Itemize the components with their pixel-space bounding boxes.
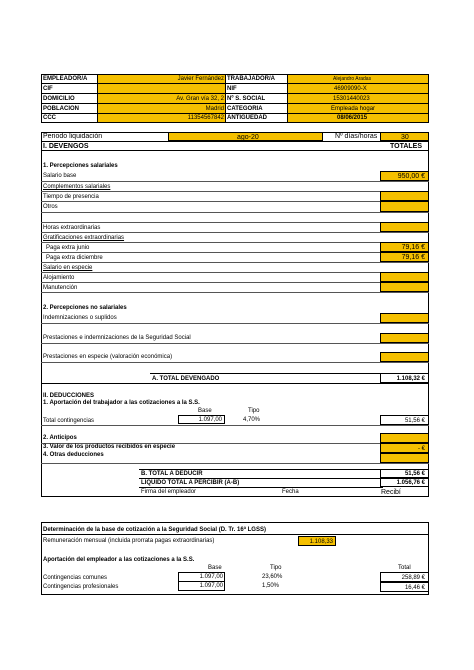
- paga-junio-label: Paga extra junio: [46, 245, 90, 251]
- ccc-label: CCC: [43, 115, 56, 121]
- employer-header: [41, 74, 429, 123]
- dias-value: 30: [401, 134, 409, 141]
- antiguedad-label: ANTIGÜEDAD: [227, 115, 267, 121]
- aportacion-empleador-heading: Aportación del empleador a las cotizaciones a la S.S.: [43, 557, 195, 563]
- nif-value: 46909090-X: [334, 86, 367, 92]
- percepciones-no-salariales-heading: 2. Percepciones no salariales: [43, 305, 127, 311]
- periodo-label: Periodo liquidación: [43, 133, 103, 140]
- total-devengado-cell: [380, 373, 429, 383]
- devengos-title: I. DEVENGOS: [43, 143, 89, 150]
- liquido-total-label: LIQUIDO TOTAL A PERCIBIR (A-B): [141, 480, 240, 486]
- otras-deducciones-label: 4. Otras deducciones: [43, 452, 104, 458]
- indemnizaciones-cell: [380, 313, 429, 323]
- empleador-tipo-header: Tipo: [270, 565, 282, 571]
- liquido-total-value: 1.056,76 €: [396, 480, 425, 486]
- anticipos-cell: [380, 433, 429, 443]
- paga-junio-value: 79,16 €: [401, 244, 425, 251]
- prestaciones-ss-cell: [380, 333, 429, 343]
- valor-productos-cell: [380, 443, 429, 453]
- categoria-value: Empleada hogar: [331, 106, 376, 112]
- empleador-value: Javier Fernández: [177, 76, 224, 82]
- trabajador-label: TRABAJADOR/A: [227, 76, 275, 82]
- remuneracion-cell: [298, 536, 336, 546]
- valor-productos-value: - €: [417, 446, 425, 452]
- salario-base-value: 950,00 €: [397, 173, 425, 180]
- gratificaciones-label: Gratificaciones extraordinarias: [43, 235, 125, 241]
- total-deducir-label: B. TOTAL A DEDUCIR: [141, 471, 203, 477]
- base-cotizacion-title: Determinación de la base de cotización a la Seguridad Social (D. Tr. 16ª LGSS): [43, 527, 266, 533]
- domicilio-label: DOMICILIO: [43, 96, 75, 102]
- salario-base-cell: [380, 171, 429, 181]
- horas-extra-label: Horas extraordinarias: [43, 225, 101, 231]
- tiempo-presencia-cell: [380, 191, 429, 201]
- fecha-label: Fecha: [282, 489, 299, 495]
- nss-label: Nº S. SOCIAL: [227, 96, 266, 102]
- periodo-field: [168, 132, 323, 141]
- categoria-label: CATEGORIA: [227, 106, 263, 112]
- percepciones-salariales-heading: 1. Percepciones salariales: [43, 163, 118, 169]
- total-deducir-cell: [380, 469, 429, 478]
- manutencion-cell: [380, 282, 429, 292]
- aportacion-trabajador-heading: 1. Aportación del trabajador a las cotizaciones a la S.S.: [43, 400, 200, 406]
- complementos-label: Complementos salariales: [43, 184, 111, 190]
- antiguedad-value: 08/06/2015: [337, 115, 368, 121]
- contingencias-base-value: 1.097,00: [198, 417, 222, 423]
- comunes-total-cell: [380, 572, 429, 582]
- domicilio-value: Av. Gran vía 32, 2: [176, 96, 224, 102]
- dias-field: [380, 132, 429, 141]
- salario-especie-label: Salario en especie: [43, 265, 93, 271]
- contingencias-total-cell: [380, 415, 429, 425]
- alojamiento-label: Alojamiento: [43, 275, 75, 281]
- comunes-tipo-value: 23,60%: [262, 574, 283, 580]
- manutencion-label: Manutención: [43, 285, 78, 291]
- comunes-base-value: 1.097,00: [199, 574, 223, 580]
- totales-label: TOTALES: [390, 143, 423, 150]
- horas-extra-cell: [380, 222, 429, 232]
- firma-empleador-label: Firma del empleador: [141, 489, 197, 495]
- valor-productos-label: 3. Valor de los productos recibidos en especie: [43, 444, 176, 450]
- profesionales-tipo-value: 1,50%: [262, 583, 280, 589]
- total-deducir-value: 51,56 €: [404, 471, 425, 477]
- paga-diciembre-value: 79,16 €: [401, 254, 425, 261]
- salario-base-label: Salario base: [43, 173, 77, 179]
- trabajador-value: Alejandro Aradas: [333, 76, 372, 82]
- total-devengado-label: A. TOTAL DEVENGADO: [152, 376, 220, 382]
- contingencias-tipo-value: 4,70%: [243, 417, 261, 423]
- total-devengado-value: 1.108,32 €: [396, 376, 425, 382]
- remuneracion-value: 1.108,33: [309, 539, 333, 545]
- periodo-value: ago-20: [237, 134, 259, 141]
- anticipos-label: 2. Anticipos: [43, 435, 77, 441]
- comunes-total-value: 258,89 €: [401, 575, 425, 581]
- liquido-total-cell: [380, 478, 429, 487]
- deducciones-title: II. DEDUCCIONES: [43, 393, 95, 399]
- otros-cell: [380, 201, 429, 212]
- dias-label: Nº días/horas: [335, 133, 378, 140]
- poblacion-label: POBLACION: [43, 106, 79, 112]
- contingencias-profesionales-label: Contingencias profesionales: [43, 584, 119, 590]
- tipo-column-header: Tipo: [248, 408, 260, 414]
- nif-label: NIF: [227, 86, 237, 92]
- prestaciones-ss-label: Prestaciones e indemnizaciones de la Seguridad Social: [43, 335, 191, 341]
- empleador-base-header: Base: [208, 565, 222, 571]
- recibi-label: Recibí: [381, 489, 401, 496]
- contingencias-total-value: 51,56 €: [404, 418, 425, 424]
- empleador-label: EMPLEADOR/A: [43, 76, 88, 82]
- poblacion-value: Madrid: [205, 106, 224, 112]
- paga-diciembre-cell: [380, 252, 429, 262]
- total-contingencias-label: Total contingencias: [43, 418, 95, 424]
- indemnizaciones-label: Indemnizaciones o suplidos: [43, 315, 117, 321]
- alojamiento-cell: [380, 272, 429, 282]
- base-column-header: Base: [198, 408, 212, 414]
- nss-value: 15301440023: [333, 96, 370, 102]
- deduccion-base-cell: [178, 415, 225, 424]
- otros-label: Otros: [43, 204, 58, 210]
- empleador-total-header: Total: [398, 565, 411, 571]
- remuneracion-label: Remuneración mensual (incluida prorrata pagas extraordinarias): [43, 538, 215, 544]
- prestaciones-especie-label: Prestaciones en especie (valoración económica): [43, 354, 173, 360]
- profesionales-total-cell: [380, 582, 429, 592]
- profesionales-total-value: 16,46 €: [404, 585, 425, 591]
- otras-deducciones-cell: [380, 453, 429, 463]
- paga-junio-cell: [380, 242, 429, 252]
- paga-diciembre-label: Paga extra diciembre: [46, 255, 103, 261]
- contingencias-comunes-label: Contingencias comunes: [43, 575, 108, 581]
- prestaciones-especie-cell: [380, 352, 429, 362]
- profesionales-base-value: 1.097,00: [199, 583, 223, 589]
- cif-label: CIF: [43, 86, 53, 92]
- tiempo-presencia-label: Tiempo de presencia: [43, 194, 99, 200]
- ccc-value: 11354567842: [187, 115, 224, 121]
